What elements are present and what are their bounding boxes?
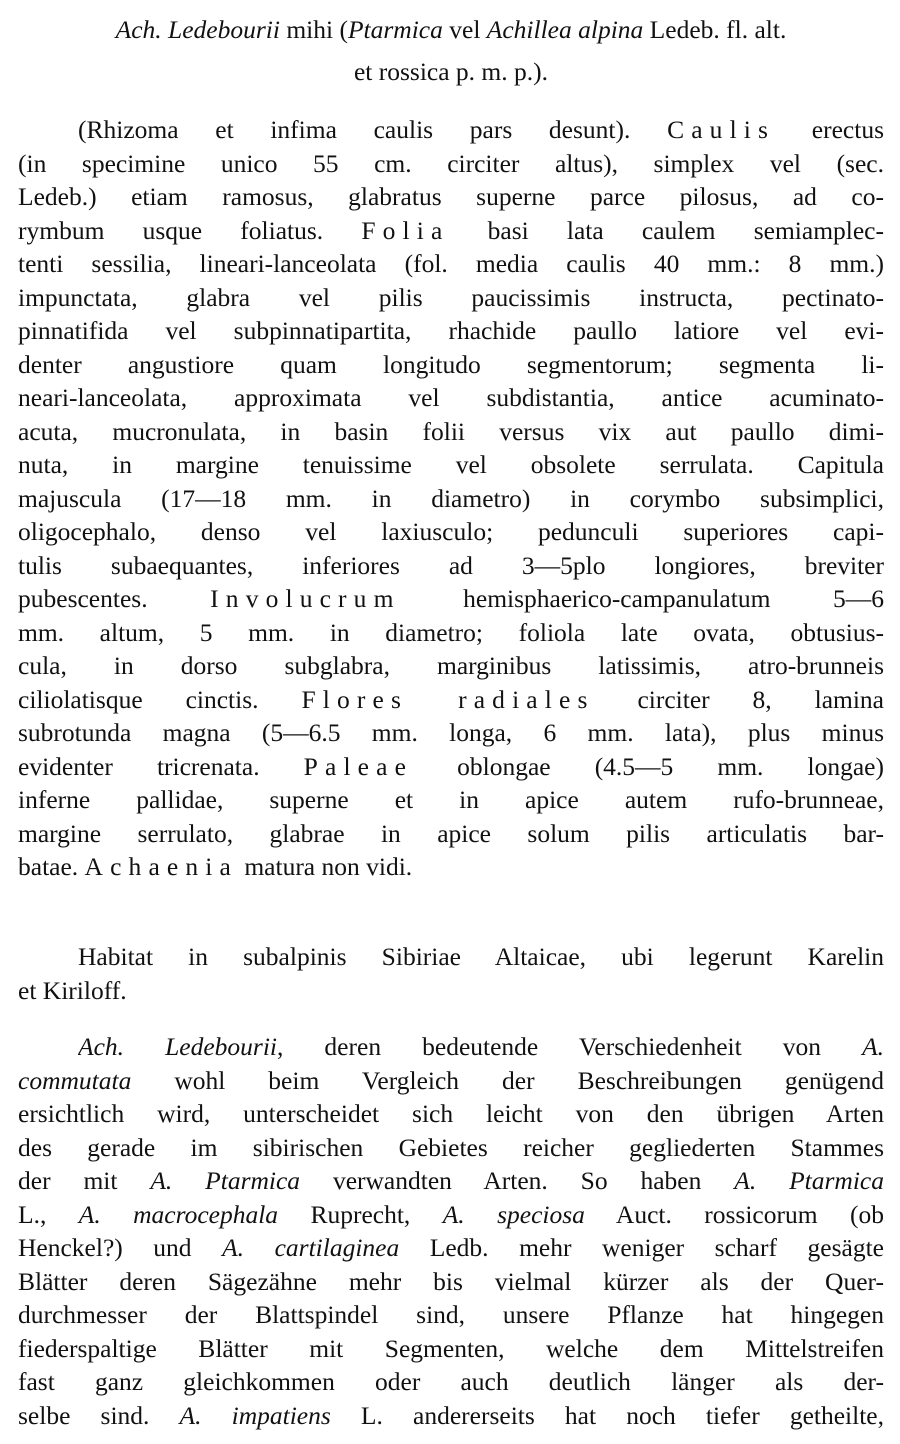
paragraph-line <box>18 247 884 281</box>
text-run: oblongae (4.5—5 mm. longae) <box>413 751 884 781</box>
italic-text: A. macrocephala <box>78 1199 279 1229</box>
paragraph-line <box>18 147 884 181</box>
paragraph-line <box>18 482 884 516</box>
italic-text: A. Ptarmica <box>734 1166 884 1195</box>
text-run: inferne pallidae, superne et in apice autem rufo-brunneae, <box>18 785 884 814</box>
text-run: Blätter deren Sägezähne mehr bis vielmal kürzer als der Quer- <box>18 1266 884 1296</box>
paragraph-line <box>18 381 884 415</box>
paragraph-line <box>18 1298 884 1332</box>
text-run: oligocephalo, denso vel laxiusculo; pedunculi superiores capi- <box>18 517 884 546</box>
spaced-keyword: Paleae <box>303 751 414 781</box>
heading-line <box>18 55 884 89</box>
paragraph-line <box>18 974 884 1008</box>
spaced-keyword: Flores radiales <box>301 684 595 714</box>
text-run: fast ganz gleichkommen oder auch deutlich länger als der- <box>18 1367 884 1396</box>
paragraph-line <box>18 348 884 382</box>
paragraph-line <box>18 1399 884 1433</box>
text-run: verwandten Arten. So haben <box>300 1166 735 1195</box>
text-run: Ledb. mehr weniger scharf gesägte <box>399 1233 884 1262</box>
text-run: Auct. rossicorum (ob <box>584 1199 884 1229</box>
paragraph-line <box>18 850 884 884</box>
paragraph-line <box>18 1164 884 1198</box>
text-run: matura non vidi. <box>237 852 413 881</box>
spaced-keyword: Folia <box>361 215 450 245</box>
paragraph-line <box>18 750 884 784</box>
paragraph-line <box>18 515 884 549</box>
text-run: circiter 8, lamina <box>594 684 884 714</box>
paragraph-line <box>18 649 884 683</box>
text-run: et Kiriloff. <box>18 975 127 1005</box>
text-run: durchmesser der Blattspindel sind, unsere Pflanze hat hingegen <box>18 1300 884 1329</box>
paragraph-line <box>18 683 884 717</box>
text-run: subrotunda magna (5—6.5 mm. longa, 6 mm. lata), plus minus <box>18 718 884 747</box>
spaced-keyword: Achaenia <box>84 852 238 881</box>
paragraph-line <box>18 1231 884 1265</box>
paragraph-line <box>78 113 884 147</box>
text-run: pinnatifida vel subpinnatipartita, rhachide paullo latiore vel evi- <box>18 316 884 345</box>
text-run: der mit <box>18 1166 151 1195</box>
text-run: (Rhizoma et infima caulis pars desunt). <box>78 115 668 144</box>
text-run: acuta, mucronulata, in basin folii versus vix aut paullo dimi- <box>18 416 884 446</box>
text-run: vel <box>442 15 487 44</box>
text-run: majuscula (17—18 mm. in diametro) in corymbo subsimplici, <box>18 483 884 513</box>
text-run: et rossica p. m. p.). <box>353 57 549 86</box>
text-run: L., <box>18 1199 79 1229</box>
italic-text: commutata <box>18 1065 132 1095</box>
text-run: mm. altum, 5 mm. in diametro; foliola late ovata, obtusius- <box>18 617 884 647</box>
text-run: fiederspaltige Blätter mit Segmenten, welche dem Mittelstreifen <box>18 1333 884 1363</box>
spaced-keyword: Involucrum <box>210 584 401 613</box>
text-run: mihi ( <box>279 15 348 44</box>
paragraph-line <box>18 783 884 817</box>
text-run: tenti sessilia, lineari-lanceolata (fol. media caulis 40 mm.: 8 mm.) <box>18 249 884 278</box>
paragraph-line <box>18 1332 884 1366</box>
text-run: des gerade im sibirischen Gebietes reicher gegliederten Stammes <box>18 1132 884 1162</box>
text-run: hemisphaerico-campanulatum 5—6 <box>400 584 884 613</box>
spaced-keyword: Caulis <box>667 115 776 144</box>
paragraph-line <box>18 281 884 315</box>
text-run: L. andererseits hat noch tiefer getheilte, <box>330 1400 884 1430</box>
paragraph-line <box>18 716 884 750</box>
text-run: tulis subaequantes, inferiores ad 3—5plo longiores, breviter <box>18 550 884 580</box>
paragraph-line <box>18 448 884 482</box>
text-run: selbe sind. <box>18 1400 180 1430</box>
italic-text: Ach. Ledebourii <box>115 15 280 44</box>
italic-text: Achillea alpina <box>486 15 644 44</box>
text-run: erectus <box>775 115 884 144</box>
paragraph-line <box>18 314 884 348</box>
paragraph-line <box>78 940 884 974</box>
italic-text: A. impatiens <box>179 1400 331 1430</box>
text-run: cula, in dorso subglabra, marginibus latissimis, atro-brunneis <box>18 651 884 680</box>
paragraph-line <box>18 214 884 248</box>
paragraph-line <box>18 616 884 650</box>
text-run: , deren bedeutende Verschiedenheit von <box>277 1032 863 1061</box>
text-run: nuta, in margine tenuissime vel obsolete serrulata. Capitula <box>18 450 884 479</box>
paragraph-line <box>18 1198 884 1232</box>
paragraph-line <box>18 1365 884 1399</box>
italic-text: A. <box>862 1032 884 1061</box>
text-run: basi lata caulem semiamplec- <box>449 215 884 245</box>
paragraph-line <box>18 415 884 449</box>
text-run: neari-lanceolata, approximata vel subdistantia, antice acuminato- <box>18 383 884 412</box>
text-run: Ruprecht, <box>278 1199 443 1229</box>
text-run: ciliolatisque cinctis. <box>18 684 302 714</box>
text-run: evidenter tricrenata. <box>18 751 304 781</box>
paragraph-line <box>18 582 884 616</box>
italic-text: A. Ptarmica <box>150 1166 301 1195</box>
paragraph-line <box>18 180 884 214</box>
text-run: wohl beim Vergleich der Beschreibungen genügend <box>131 1065 884 1095</box>
italic-text: Ach. Ledebourii <box>78 1032 277 1061</box>
text-run: Ledeb.) etiam ramosus, glabratus superne parce pilosus, ad co- <box>18 182 884 211</box>
italic-text: Ptarmica <box>347 15 443 44</box>
paragraph-line <box>78 1030 884 1064</box>
italic-text: A. cartilaginea <box>222 1233 400 1262</box>
text-run: (in specimine unico 55 cm. circiter altus), simplex vel (sec. <box>18 148 884 178</box>
paragraph-line <box>18 1097 884 1131</box>
text-run: margine serrulato, glabrae in apice solum pilis articulatis bar- <box>18 818 884 848</box>
text-run: Henckel?) und <box>18 1233 223 1262</box>
text-run: rymbum usque foliatus. <box>18 215 362 245</box>
text-run: impunctata, glabra vel pilis paucissimis instructa, pectinato- <box>18 282 884 312</box>
paragraph-line <box>18 1131 884 1165</box>
text-run: pubescentes. <box>18 584 211 613</box>
text-run: Habitat in subalpinis Sibiriae Altaicae, ubi legerunt Karelin <box>78 942 884 971</box>
text-run: ersichtlich wird, unterscheidet sich leicht von den übrigen Arten <box>18 1099 884 1128</box>
italic-text: A. speciosa <box>442 1199 585 1229</box>
text-run: Ledeb. fl. alt. <box>643 15 787 44</box>
text-run: denter angustiore quam longitudo segmentorum; segmenta li- <box>18 349 884 379</box>
paragraph-line <box>18 817 884 851</box>
text-run: batae. <box>18 852 85 881</box>
heading-line <box>18 13 884 47</box>
paragraph-line <box>18 549 884 583</box>
paragraph-line <box>18 1064 884 1098</box>
paragraph-line <box>18 1265 884 1299</box>
